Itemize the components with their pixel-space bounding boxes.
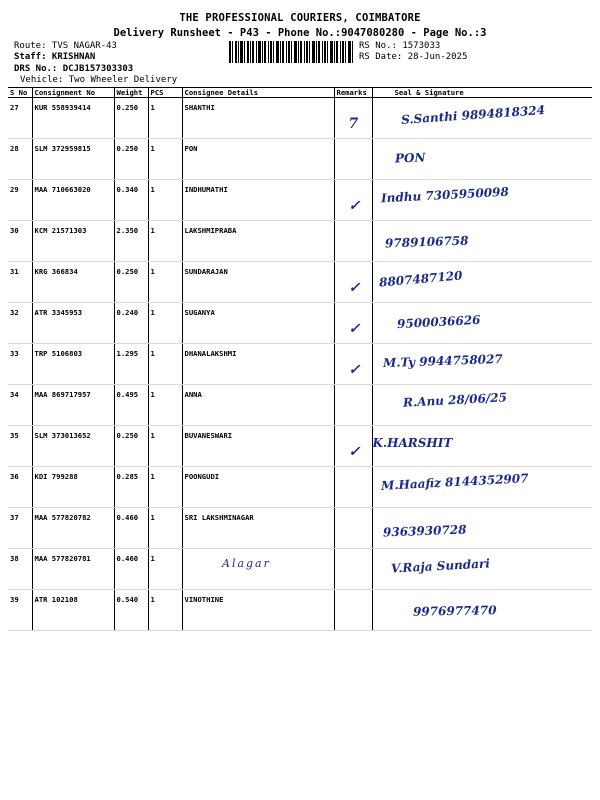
cell-consignment: SLM 372959815 [32,139,114,180]
cell-signature [372,549,592,590]
cell-pcs: 1 [148,303,182,344]
cell-consignment: KDI 799288 [32,467,114,508]
remark-check-mark: ✓ [348,280,361,296]
handwritten-signature: 9789106758 [384,233,469,251]
cell-consignee: ANNA [182,385,334,426]
cell-consignee: INDHUMATHI [182,180,334,221]
cell-signature [372,262,592,303]
cell-consignee: LAKSHMIPRABA [182,221,334,262]
route-label: Route: TVS NAGAR-43 [14,41,117,51]
cell-weight: 0.460 [114,508,148,549]
cell-consignment: KRG 366834 [32,262,114,303]
cell-remarks [334,385,372,426]
cell-pcs: 1 [148,508,182,549]
cell-consignment: ATR 102108 [32,590,114,631]
cell-signature [372,385,592,426]
handwritten-signature: K.HARSHIT [372,436,453,450]
cell-consignee: VINOTHINE [182,590,334,631]
cell-consignment: MAA 869717957 [32,385,114,426]
handwritten-signature: S.Santhi 9894818324 [400,102,545,128]
handwritten-signature: M.Ty 9944758027 [382,351,503,371]
handwritten-signature: Indhu 7305950098 [380,184,509,206]
company-title: THE PROFESSIONAL COURIERS, COIMBATORE [179,12,421,24]
cell-consignee: SUNDARAJAN [182,262,334,303]
cell-signature [372,180,592,221]
cell-remarks [334,262,372,303]
cell-consignment: KCM 21571303 [32,221,114,262]
cell-signature [372,467,592,508]
cell-consignment: MAA 710663020 [32,180,114,221]
runsheet-subtitle: Delivery Runsheet - P43 - Phone No.:9047080280 - Page No.:3 [113,27,487,39]
remark-check-mark: ✓ [348,321,361,337]
col-header-weight: Weight [114,88,148,98]
cell-sno: 33 [8,344,32,385]
cell-remarks [334,467,372,508]
cell-signature [372,508,592,549]
cell-weight: 0.250 [114,426,148,467]
cell-consignment: ATR 3345953 [32,303,114,344]
table-row [8,549,592,590]
table-row [8,262,592,303]
remark-check-mark: ✓ [348,444,361,460]
table-row [8,98,592,139]
cell-remarks [334,344,372,385]
handwritten-signature: 9363930728 [382,522,467,540]
cell-consignee: SHANTHI [182,98,334,139]
cell-signature [372,98,592,139]
cell-consignment: MAA 577820781 [32,549,114,590]
cell-signature [372,426,592,467]
cell-remarks [334,508,372,549]
cell-weight: 0.250 [114,262,148,303]
cell-pcs: 1 [148,426,182,467]
col-header-consignee: Consignee Details [182,88,334,98]
cell-pcs: 1 [148,467,182,508]
cell-remarks [334,180,372,221]
cell-remarks [334,221,372,262]
table-row [8,508,592,549]
handwritten-signature: 8807487120 [378,268,463,290]
cell-weight: 1.295 [114,344,148,385]
runsheet-table [8,87,592,631]
table-row [8,467,592,508]
cell-sno: 36 [8,467,32,508]
cell-remarks [334,303,372,344]
cell-signature [372,139,592,180]
cell-remarks [334,139,372,180]
cell-consignment: KUR 558939414 [32,98,114,139]
handwritten-signature: R.Anu 28/06/25 [402,390,507,410]
cell-consignee: SRI LAKSHMINAGAR [182,508,334,549]
cell-consignee: PON [182,139,334,180]
barcode-image [229,41,353,63]
col-header-consignment: Consignment No [32,88,114,98]
cell-weight: 0.340 [114,180,148,221]
cell-pcs: 1 [148,549,182,590]
cell-pcs: 1 [148,221,182,262]
cell-pcs: 1 [148,98,182,139]
cell-weight: 0.250 [114,139,148,180]
col-header-remarks: Remarks [334,88,372,98]
cell-consignment: TRP 5106803 [32,344,114,385]
handwritten-signature: PON [394,150,426,166]
cell-pcs: 1 [148,344,182,385]
cell-remarks [334,549,372,590]
cell-pcs: 1 [148,139,182,180]
cell-weight: 0.460 [114,549,148,590]
rs-date: RS Date: 28-Jun-2025 [359,52,468,62]
cell-weight: 0.250 [114,98,148,139]
cell-weight: 0.540 [114,590,148,631]
drs-label: DRS No.: DCJB157303303 [14,64,134,74]
table-row [8,303,592,344]
cell-weight: 0.285 [114,467,148,508]
table-row [8,221,592,262]
cell-signature [372,221,592,262]
cell-remarks [334,590,372,631]
cell-pcs: 1 [148,262,182,303]
vehicle-label: Vehicle: Two Wheeler Delivery [20,75,178,85]
table-row [8,426,592,467]
remark-check-mark: ✓ [348,198,361,214]
cell-pcs: 1 [148,590,182,631]
cell-sno: 39 [8,590,32,631]
cell-consignment: MAA 577820782 [32,508,114,549]
cell-consignment: SLM 373013652 [32,426,114,467]
cell-sno: 32 [8,303,32,344]
cell-sno: 30 [8,221,32,262]
handwritten-signature: M.Haafiz 8144352907 [380,471,529,493]
cell-sno: 29 [8,180,32,221]
cell-signature [372,344,592,385]
cell-weight: 2.350 [114,221,148,262]
cell-pcs: 1 [148,180,182,221]
cell-consignee: POONGUDI [182,467,334,508]
table-row [8,139,592,180]
table-row [8,385,592,426]
staff-label: Staff: KRISHNAN [14,52,96,62]
cell-pcs: 1 [148,385,182,426]
handwritten-signature: 9976977470 [412,603,497,619]
cell-remarks [334,426,372,467]
handwritten-signature: V.Raja Sundari [390,556,490,576]
table-row [8,344,592,385]
cell-sno: 35 [8,426,32,467]
cell-sno: 27 [8,98,32,139]
cell-sno: 37 [8,508,32,549]
handwritten-signature: 9500036626 [396,312,481,332]
cell-consignee: BUVANESWARI [182,426,334,467]
handwritten-note: Alagar [222,557,271,570]
cell-sno: 38 [8,549,32,590]
table-row [8,180,592,221]
cell-consignee: SUGANYA [182,303,334,344]
cell-signature [372,303,592,344]
col-header-pcs: PCS [148,88,182,98]
col-header-sno: S No [8,88,32,98]
cell-remarks [334,98,372,139]
cell-weight: 0.240 [114,303,148,344]
cell-sno: 28 [8,139,32,180]
rs-number: RS No.: 1573033 [359,41,441,51]
cell-weight: 0.495 [114,385,148,426]
col-header-seal: Seal & Signature [372,88,592,98]
remark-check-mark: ✓ [348,362,361,378]
cell-signature [372,590,592,631]
table-header-row [8,88,592,98]
cell-sno: 31 [8,262,32,303]
cell-consignee: DHANALAKSHMI [182,344,334,385]
cell-sno: 34 [8,385,32,426]
table-row [8,590,592,631]
remark-check-mark: 7 [348,116,359,132]
